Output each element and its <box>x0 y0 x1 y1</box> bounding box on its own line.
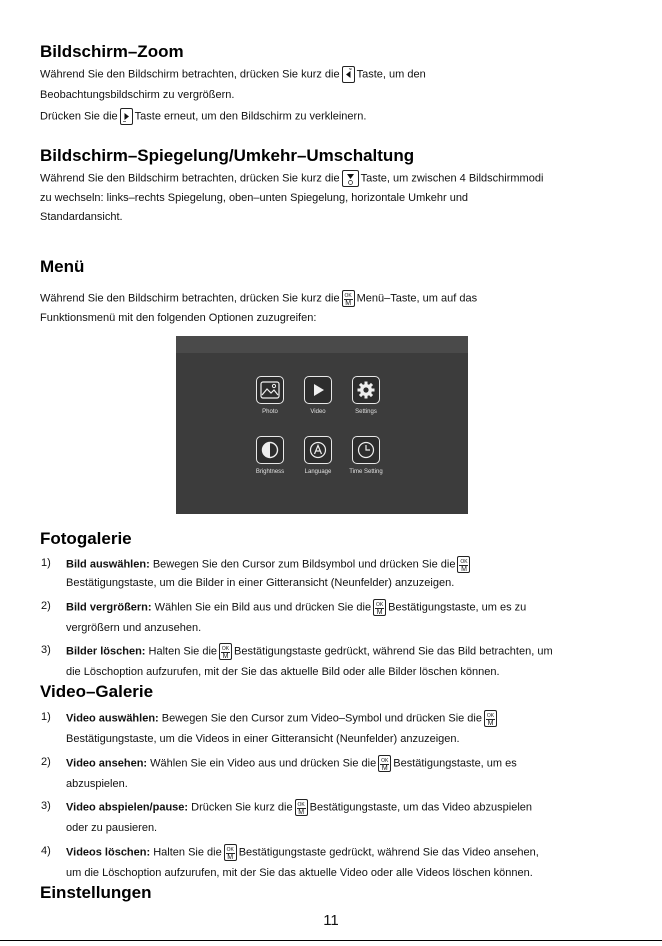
menu-item-time-setting: Time Setting <box>341 436 391 475</box>
video-item-4-number: 4) <box>41 845 51 857</box>
ok-m-key-icon: OK M <box>484 710 497 727</box>
video-item-2-number: 2) <box>41 756 51 768</box>
ok-m-key-icon: OK M <box>342 290 355 307</box>
photo-item-1-cont: Bestätigungstaste, um die Bilder in einer Gitteransicht (Neunfelder) anzuzeigen. <box>66 577 455 589</box>
menu-item-photo: Photo <box>245 376 295 415</box>
video-item-4: Videos löschen: Halten Sie die OK M Bestätigungstaste gedrückt, während Sie das Video ansehen, <box>66 844 539 861</box>
menu-item-settings: Settings <box>341 376 391 415</box>
mirror-heading: Bildschirm–Spiegelung/Umkehr–Umschaltung <box>40 146 415 165</box>
menu-line-2: Funktionsmenü mit den folgenden Optionen zuzugreifen: <box>40 312 317 324</box>
zoom-line-2: Beobachtungsbildschirm zu vergrößern. <box>40 89 235 101</box>
menu-line-1: Während Sie den Bildschirm betrachten, drücken Sie kurz die OK M Menü–Taste, um auf das <box>40 290 477 307</box>
clock-icon <box>352 436 380 464</box>
ok-m-key-icon: OK M <box>224 844 237 861</box>
page-number: 11 <box>323 912 339 929</box>
photo-icon <box>256 376 284 404</box>
zoom-heading: Bildschirm–Zoom <box>40 42 184 61</box>
zoom-line-1: Während Sie den Bildschirm betrachten, drücken Sie kurz die Taste, um den <box>40 66 426 83</box>
menu-top-bar <box>176 336 468 353</box>
menu-heading: Menü <box>40 257 85 276</box>
zoom-in-key-icon <box>342 66 355 83</box>
video-item-1: Video auswählen: Bewegen Sie den Cursor zum Video–Symbol und drücken Sie die OK M <box>66 710 499 727</box>
video-item-2-cont: abzuspielen. <box>66 778 128 790</box>
mirror-line-2: zu wechseln: links–rechts Spiegelung, oben–unten Spiegelung, horizontale Umkehr und <box>40 192 469 204</box>
photo-item-2-number: 2) <box>41 600 51 612</box>
video-item-4-cont: um die Löschoption aufzurufen, mit der Sie das aktuelle Video oder alle Videos löschen können. <box>66 867 533 879</box>
photo-item-1: Bild auswählen: Bewegen Sie den Cursor zum Bildsymbol und drücken Sie die OK M <box>66 556 472 573</box>
video-gallery-heading: Video–Galerie <box>40 682 154 701</box>
footer-rule <box>0 940 662 941</box>
menu-item-video: Video <box>293 376 343 415</box>
ok-m-key-icon: OK M <box>457 556 470 573</box>
ok-m-key-icon: OK M <box>219 643 232 660</box>
video-item-2: Video ansehen: Wählen Sie ein Video aus und drücken Sie die OK M Bestätigungstaste, um es <box>66 755 517 772</box>
brightness-icon <box>256 436 284 464</box>
photo-item-2: Bild vergrößern: Wählen Sie ein Bild aus und drücken Sie die OK M Bestätigungstaste, um es zu <box>66 599 526 616</box>
ok-m-key-icon: OK M <box>295 799 308 816</box>
video-item-3: Video abspielen/pause: Drücken Sie kurz die OK M Bestätigungstaste, um das Video abzuspielen <box>66 799 532 816</box>
zoom-line-3: Drücken Sie die Taste erneut, um den Bildschirm zu verkleinern. <box>40 108 366 125</box>
photo-item-3-cont: die Löschoption aufzurufen, mit der Sie das aktuelle Bild oder alle Bilder löschen können. <box>66 666 500 678</box>
menu-item-language: Language <box>293 436 343 475</box>
mirror-line-3: Standardansicht. <box>40 211 123 223</box>
photo-item-3: Bilder löschen: Halten Sie die OK M Bestätigungstaste gedrückt, während Sie das Bild betrachten, um <box>66 643 553 660</box>
menu-item-brightness: Brightness <box>245 436 295 475</box>
ok-m-key-icon: OK M <box>373 599 386 616</box>
video-item-1-number: 1) <box>41 711 51 723</box>
mirror-line-1: Während Sie den Bildschirm betrachten, drücken Sie kurz die Taste, um zwischen 4 Bildschirmmodi <box>40 170 543 187</box>
photo-item-1-number: 1) <box>41 557 51 569</box>
settings-heading: Einstellungen <box>40 883 152 902</box>
play-icon <box>304 376 332 404</box>
video-item-1-cont: Bestätigungstaste, um die Videos in einer Gitteransicht (Neunfelder) anzuzeigen. <box>66 733 460 745</box>
language-icon <box>304 436 332 464</box>
zoom-out-key-icon <box>120 108 133 125</box>
menu-screenshot <box>176 336 468 514</box>
photo-gallery-heading: Fotogalerie <box>40 529 132 548</box>
photo-item-3-number: 3) <box>41 644 51 656</box>
gear-icon <box>352 376 380 404</box>
video-item-3-number: 3) <box>41 800 51 812</box>
mirror-key-icon <box>342 170 359 187</box>
video-item-3-cont: oder zu pausieren. <box>66 822 158 834</box>
ok-m-key-icon: OK M <box>378 755 391 772</box>
photo-item-2-cont: vergrößern und anzusehen. <box>66 622 202 634</box>
